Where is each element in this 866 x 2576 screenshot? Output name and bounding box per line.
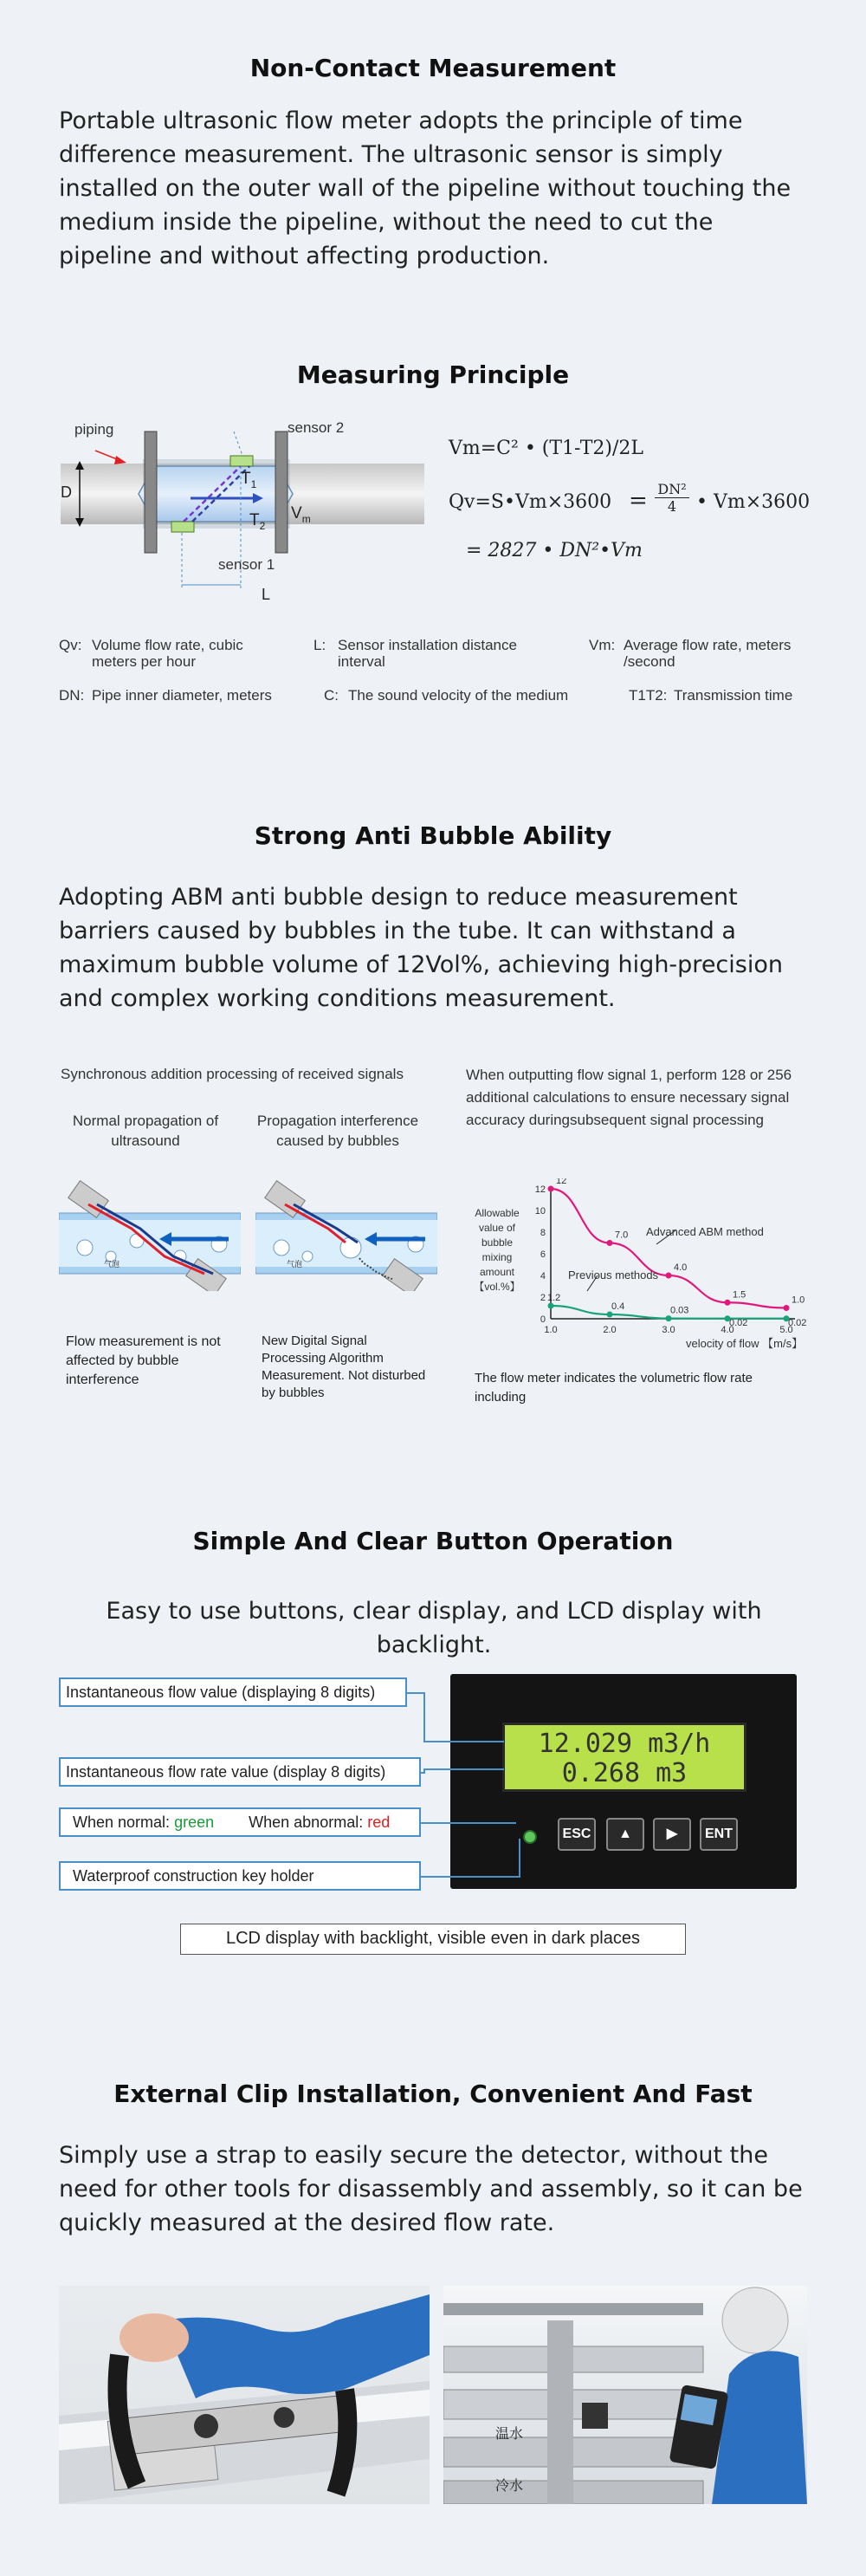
bubble-col2-caption: New Digital Signal Processing Algorithm Measurement. Not disturbed by bubbles (262, 1333, 426, 1400)
formula-1: Vm=C² • (T1-T2)/2L (449, 438, 643, 459)
bubble-left-header: Synchronous addition processing of received signals (61, 1066, 404, 1082)
chart-point-0-3 (725, 1300, 731, 1306)
chart-ylabel: Allowable value of bubble mixing amount 【vol.%】 (474, 1207, 520, 1293)
chart-data-label: 7.0 (615, 1230, 629, 1241)
up-button[interactable]: ▲ (606, 1818, 644, 1851)
section-body-button-operation: Easy to use buttons, clear display, and LCD display with backlight. (106, 1598, 762, 1658)
legend-key-dn: DN: (59, 687, 85, 704)
callout-status-colors (59, 1807, 421, 1837)
section-body-non-contact: Portable ultrasonic flow meter adopts the principle of time difference measurement. The ultrasonic sensor is simply installed on the outer wall of the pipeline without touching the medium inside the pipeline, without the need to cut the pipeline and without affecting production. (59, 107, 792, 269)
chart-data-label: 1.5 (733, 1289, 746, 1301)
chart-data-label: 12 (556, 1178, 567, 1186)
legend-text-vm: Average flow rate, meters /second (624, 637, 792, 670)
chart-y-tick-label: 6 (540, 1249, 546, 1260)
section-title-clip-installation: External Clip Installation, Convenient And Fast (113, 2080, 753, 2108)
legend-key-c: C: (324, 687, 339, 704)
lcd-backlight-note: LCD display with backlight, visible even in dark places (180, 1924, 686, 1955)
chart-point-0-1 (607, 1240, 613, 1246)
callout-flow-rate: Instantaneous flow rate value (display 8 digits) (59, 1757, 421, 1787)
chart-point-0-0 (548, 1186, 554, 1192)
formula-2d: • Vm×3600 (696, 491, 811, 513)
pipe-section (139, 466, 293, 522)
chart-series-label-abm: Advanced ABM method (646, 1225, 764, 1238)
chart-series-line-0 (551, 1189, 786, 1308)
chart-data-label: 0.02 (729, 1317, 748, 1328)
legend-text-qv: Volume flow rate, cubic meters per hour (92, 637, 243, 670)
bubble-col1-caption: Flow measurement is not affected by bubble interference (66, 1334, 221, 1387)
chart-y-tick-label: 12 (534, 1184, 546, 1195)
section-title-measuring-principle: Measuring Principle (296, 360, 570, 389)
lcd-line-total: 0.268 m3 (561, 1758, 688, 1788)
bubble-right-header: When outputting flow signal 1, perform 128 or 256 additional calculations to ensure necessary signal accuracy duringsubsequent signal processing (466, 1067, 792, 1128)
legend-key-t1t2: T1T2: (629, 687, 668, 704)
legend-text-c: The sound velocity of the medium (348, 687, 569, 704)
callout-status-abnormal-label: When abnormal: (249, 1814, 364, 1831)
bubble-illustration-interference (255, 1178, 437, 1291)
label-T2: $T_2$ (249, 511, 266, 532)
lcd-line-flow: 12.029 m3/h (538, 1729, 711, 1759)
formula-2c: DN² 4 (655, 481, 689, 515)
photo-pipe-measurement (443, 2286, 807, 2504)
callout-instant-flow: Instantaneous flow value (displaying 8 digits) (59, 1677, 407, 1707)
bubble-col2-header: Propagation interference caused by bubbles (256, 1113, 419, 1149)
bubble-chart (468, 1178, 823, 1360)
photo-strap-installation (59, 2286, 430, 2504)
measuring-principle-diagram (61, 407, 424, 607)
label-Vm: $V_m$ (291, 504, 311, 525)
chart-point-1-1 (607, 1312, 613, 1318)
pipe-label-warm-water: 温水 (495, 2425, 524, 2442)
label-piping: piping (74, 421, 114, 438)
callout-status-abnormal-value: red (367, 1814, 391, 1831)
chart-data-label: 0.4 (611, 1301, 625, 1312)
chart-point-1-0 (548, 1303, 554, 1309)
chart-data-label: 0.02 (788, 1317, 807, 1328)
chart-y-tick-label: 0 (540, 1314, 546, 1325)
legend-text-t1t2: Transmission time (674, 687, 793, 704)
section-title-button-operation: Simple And Clear Button Operation (192, 1527, 674, 1555)
chart-data-label: 1.2 (547, 1293, 561, 1303)
bubble-label-1: 气泡 (104, 1260, 120, 1269)
chart-x-tick-label: 3.0 (662, 1325, 675, 1335)
bubble-label-2: 气泡 (287, 1260, 303, 1269)
chart-point-0-2 (666, 1273, 672, 1279)
legend-text-dn: Pipe inner diameter, meters (92, 687, 272, 704)
chart-x-tick-label: 5.0 (779, 1325, 793, 1335)
legend-key-qv: Qv: (59, 637, 82, 653)
sensor-1-block (171, 522, 194, 532)
section-body-clip-installation: Simply use a strap to easily secure the detector, without the need for other tools for disassembly and assembly, so it can be quickly measured at the desired flow rate. (59, 2142, 803, 2236)
flange-left (145, 431, 157, 553)
label-sensor-2: sensor 2 (288, 419, 345, 436)
bubble-right-caption: The flow meter indicates the volumetric flow rate including (475, 1371, 753, 1405)
bubble-col1-header: Normal propagation of ultrasound (72, 1113, 219, 1149)
esc-button[interactable]: ESC (558, 1818, 596, 1851)
ent-button[interactable]: ENT (700, 1818, 738, 1851)
chart-y-tick-label: 4 (540, 1271, 546, 1282)
section-title-anti-bubble: Strong Anti Bubble Ability (254, 821, 612, 850)
label-sensor-1: sensor 1 (218, 556, 275, 573)
chart-point-1-2 (666, 1315, 672, 1321)
sensor-2-block (230, 456, 253, 466)
chart-x-tick-label: 1.0 (544, 1325, 558, 1335)
callout-key-holder: Waterproof construction key holder (59, 1861, 421, 1891)
legend-key-l: L: (313, 637, 326, 653)
legend-text-l: Sensor installation distance interval (338, 637, 517, 670)
section-title-non-contact: Non-Contact Measurement (249, 54, 617, 82)
section-body-anti-bubble: Adopting ABM anti bubble design to reduce measurement barriers caused by bubbles in the tube. It can withstand a maximum bubble volume of 12Vol%, achieving high-precision and complex working conditions measurement. (59, 884, 783, 1012)
callout-status-normal-label: When normal: (73, 1814, 171, 1831)
chart-point-0-4 (784, 1305, 790, 1311)
callout-status-normal-value: green (174, 1814, 215, 1831)
legend-key-vm: Vm: (589, 637, 616, 653)
chart-data-label: 0.03 (670, 1305, 689, 1316)
chart-data-label: 1.0 (792, 1294, 805, 1306)
chart-data-label: 4.0 (674, 1262, 688, 1273)
chart-y-tick-label: 8 (540, 1228, 546, 1238)
chart-y-tick-label: 2 (540, 1293, 546, 1303)
right-button[interactable]: ▶ (653, 1818, 691, 1851)
chart-y-tick-label: 10 (534, 1206, 546, 1217)
label-L: L (262, 586, 271, 603)
chart-xlabel: velocity of flow 【m/s】 (686, 1337, 804, 1350)
formula-2b: = (629, 488, 648, 514)
formula-2a: Qv=S•Vm×3600 (449, 491, 612, 513)
label-T1: $T_1$ (241, 470, 257, 490)
label-D: D (61, 483, 72, 501)
chart-x-tick-label: 4.0 (721, 1325, 734, 1335)
pipe-label-cold-water: 冷水 (495, 2477, 524, 2494)
bubble-illustration-normal (59, 1178, 241, 1291)
chart-series-label-previous: Previous methods (568, 1269, 659, 1282)
flange-right (275, 431, 288, 553)
chart-x-tick-label: 2.0 (603, 1325, 617, 1335)
formula-3: = 2827 • DN²•Vm (466, 540, 643, 561)
